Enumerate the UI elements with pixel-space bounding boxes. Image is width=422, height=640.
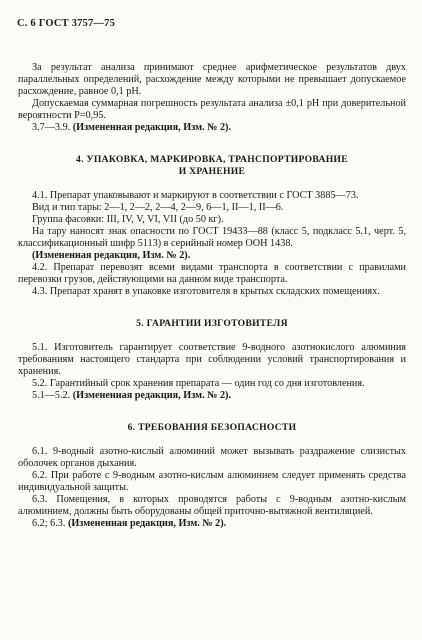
paragraph: 6.3. Помещения, в которых проводятся работы с 9-водным азотно-кислым алюминием, должны быть оборудованы общей приточно-вытяжной вентиляцией. [18,494,406,517]
amendment-note [18,250,406,262]
section-heading: 6. ТРЕБОВАНИЯ БЕЗОПАСНОСТИ [127,422,297,433]
clause-number: 6.2; 6.3. [32,518,66,529]
paragraph: На тару наносят знак опасности по ГОСТ 19433—88 (класс 5, подкласс 5.1, черт. 5, классификационный шифр 5113) в серийный номер ООН 1438. [18,226,406,249]
section-heading-cont: И ХРАНЕНИЕ [178,166,246,177]
paragraph: 5.1. Изготовитель гарантирует соответствие 9-водного азотнокислого алюминия требованиям настоящего стандарта при соблюдении условий транспортирования и хранения. [18,342,406,377]
document-body [18,62,406,530]
amendment-note [18,122,406,134]
paragraph: 4.3. Препарат хранят в упаковке изготовителя в крытых складских помещениях. [32,286,380,297]
paragraph: Допускаемая суммарная погрешность результата анализа ±0,1 pH при доверительной вероятности P=0,95. [18,98,406,121]
paragraph: За результат анализа принимают среднее арифметическое результатов двух параллельных определений, расхождение между которыми не превышает допускаемое расхождение, равное 0,1 pH. [18,62,406,97]
section-heading: 4. УПАКОВКА, МАРКИРОВКА, ТРАНСПОРТИРОВАНИЕ [76,154,348,165]
paragraph: 6.2. При работе с 9-водным азотно-кислым алюминием следует применять средства индивидуальной защиты. [18,470,406,493]
amendment-text: (Измененная редакция, Изм. № 2). [72,122,231,133]
amendment-note [18,390,406,402]
paragraph: 4.2. Препарат перевозят всеми видами транспорта в соответствии с правилами перевозки грузов, действующими на данном виде транспорта. [18,262,406,285]
section-heading: 5. ГАРАНТИИ ИЗГОТОВИТЕЛЯ [136,318,288,329]
clause-number: 3.7—3.9. [32,122,71,133]
amendment-text: (Измененная редакция, Изм. № 2). [67,518,227,529]
amendment-note [18,518,406,530]
paragraph: 6.1. 9-водный азотно-кислый алюминий может вызывать раздражение слизистых оболочек органов дыхания. [18,446,406,469]
amendment-text: (Измененная редакция, Изм. № 2). [72,390,231,401]
page-header: С. 6 ГОСТ 3757—75 [17,18,116,29]
paragraph: 4.1. Препарат упаковывают и маркируют в соответствии с ГОСТ 3885—73. [32,190,359,201]
amendment-text: (Измененная редакция, Изм. № 2). [32,250,191,261]
paragraph: Вид и тип тары: 2—1, 2—2, 2—4, 2—9, 6—1, II—1, II—6. [32,202,284,213]
paragraph: 5.2. Гарантийный срок хранения препарата — один год со дня изготовления. [32,378,365,389]
clause-number: 5.1—5.2. [32,390,71,401]
paragraph: Группа фасовки: III, IV, V, VI, VII (до 50 кг). [32,214,224,225]
